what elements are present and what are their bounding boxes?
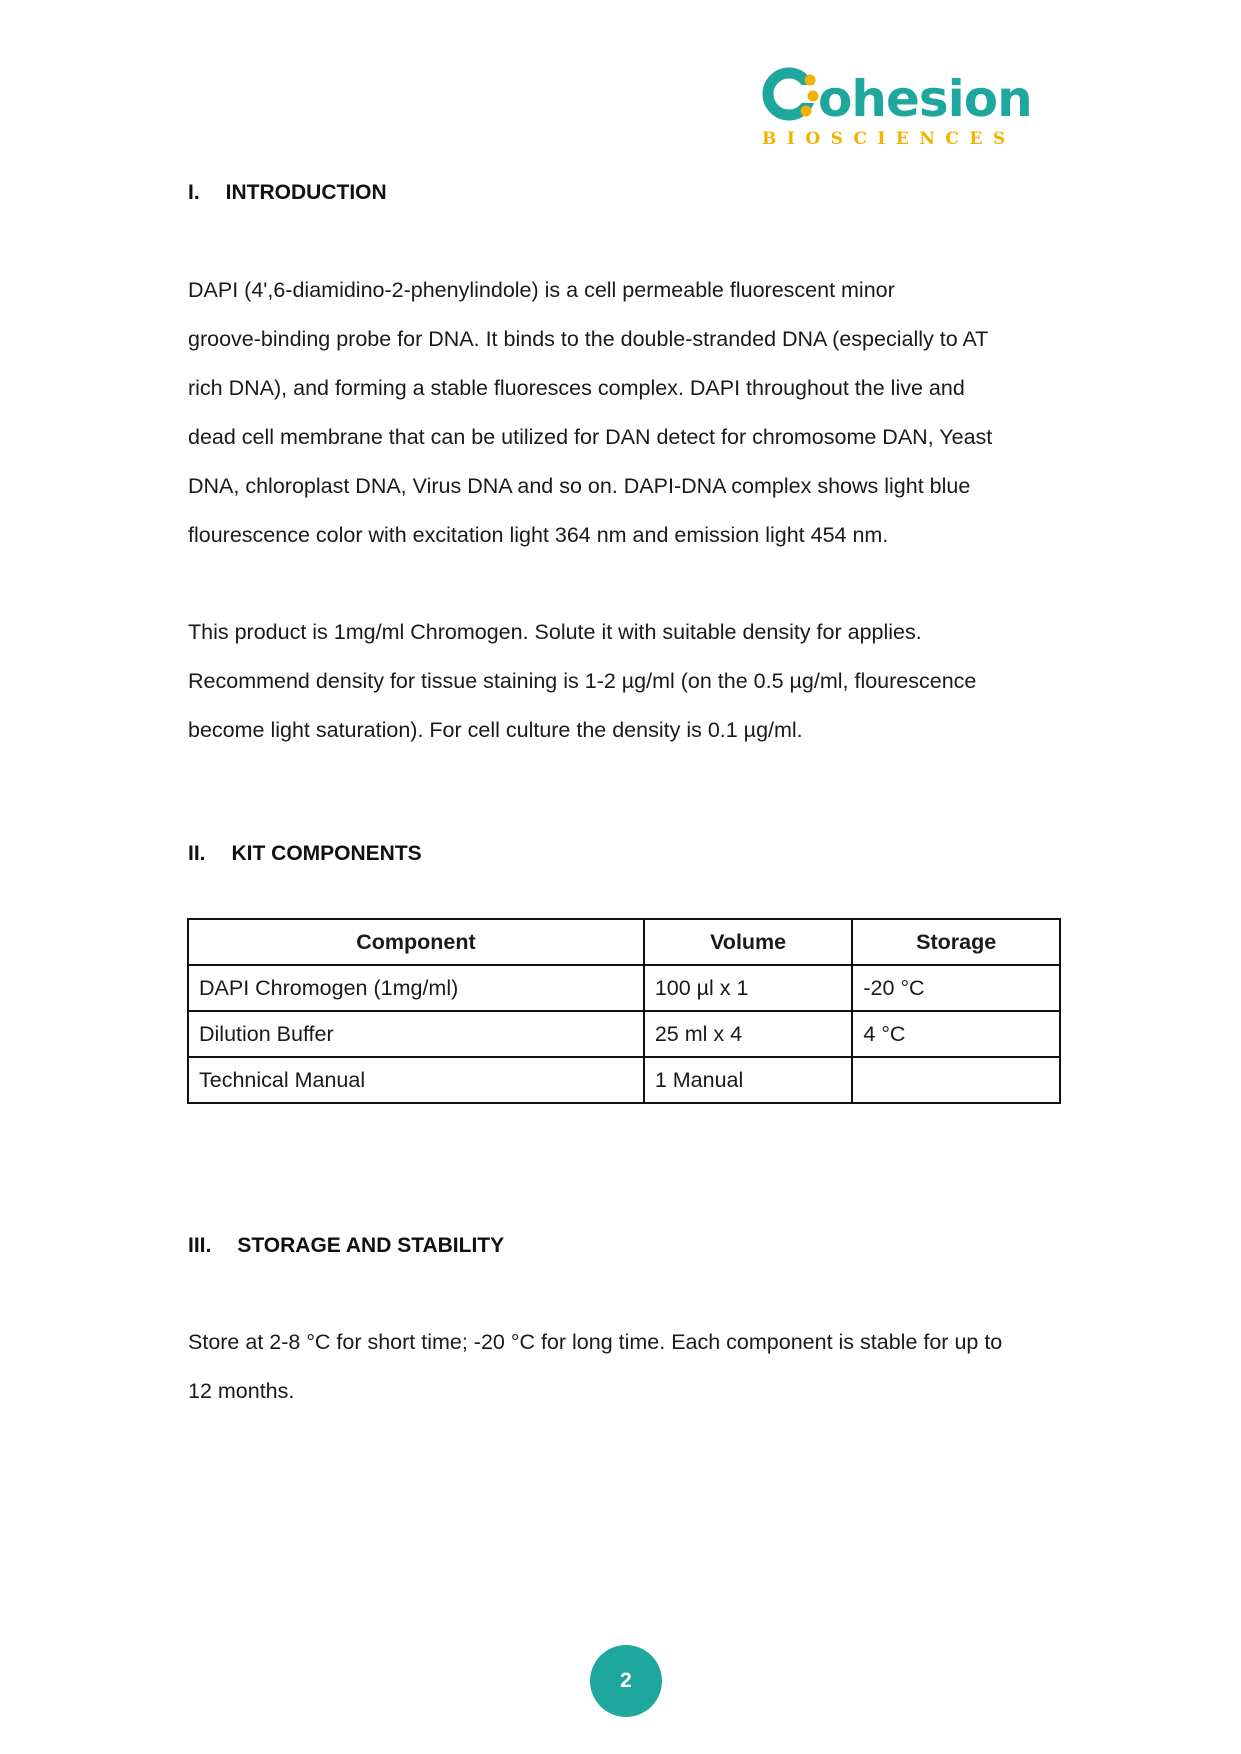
section-number: II. [188, 842, 206, 865]
text-line: Store at 2-8 °C for short time; -20 °C for long time. Each component is stable for up to [188, 1330, 1003, 1354]
page-number: 2 [620, 1669, 632, 1692]
svg-text:ohesion: ohesion [818, 70, 1032, 128]
table-row [188, 965, 1060, 1011]
text-line: rich DNA), and forming a stable fluoresces complex. DAPI throughout the live and [188, 376, 965, 400]
text-line: groove-binding probe for DNA. It binds to the double-stranded DNA (especially to AT [188, 327, 989, 351]
table-cell-component: DAPI Chromogen (1mg/ml) [188, 965, 644, 1011]
section-number: I. [188, 181, 200, 204]
table-cell-volume: 100 µl x 1 [644, 965, 853, 1011]
cohesion-logo-icon [758, 58, 1048, 148]
table-cell-component: Technical Manual [188, 1057, 644, 1103]
column-header-storage: Storage [852, 919, 1060, 965]
kit-components-table [187, 918, 1061, 1104]
table-cell-volume: 1 Manual [644, 1057, 853, 1103]
section-title: INTRODUCTION [225, 181, 387, 204]
table-header-row [188, 919, 1060, 965]
section-number: III. [188, 1234, 212, 1257]
company-logo [758, 58, 1048, 148]
section-heading-kit-components [188, 842, 422, 866]
text-line: become light saturation). For cell culture the density is 0.1 µg/ml. [188, 718, 803, 742]
column-header-volume: Volume [644, 919, 853, 965]
table-row [188, 1057, 1060, 1103]
text-line: DNA, chloroplast DNA, Virus DNA and so on. DAPI-DNA complex shows light blue [188, 474, 971, 498]
intro-paragraph-1 [188, 266, 1068, 560]
table-cell-storage: 4 °C [852, 1011, 1060, 1057]
text-line: This product is 1mg/ml Chromogen. Solute it with suitable density for applies. [188, 620, 922, 644]
text-line: Recommend density for tissue staining is 1-2 µg/ml (on the 0.5 µg/ml, flourescence [188, 669, 977, 693]
text-line: 12 months. [188, 1379, 295, 1403]
section-heading-storage [188, 1234, 504, 1258]
intro-paragraph-2 [188, 608, 1068, 755]
column-header-component: Component [188, 919, 644, 965]
section-title: STORAGE AND STABILITY [237, 1234, 505, 1257]
storage-paragraph [188, 1318, 1068, 1416]
text-line: dead cell membrane that can be utilized for DAN detect for chromosome DAN, Yeast [188, 425, 993, 449]
table-cell-storage [852, 1057, 1060, 1103]
text-line: DAPI (4',6-diamidino-2-phenylindole) is a cell permeable fluorescent minor [188, 278, 895, 302]
section-heading-introduction [188, 181, 387, 205]
table-cell-component: Dilution Buffer [188, 1011, 644, 1057]
page-number-badge [590, 1645, 662, 1717]
text-line: flourescence color with excitation light 364 nm and emission light 454 nm. [188, 523, 889, 547]
table-row [188, 1011, 1060, 1057]
table-cell-volume: 25 ml x 4 [644, 1011, 853, 1057]
table-cell-storage: -20 °C [852, 965, 1060, 1011]
svg-text:BIOSCIENCES: BIOSCIENCES [762, 129, 1016, 148]
section-title: KIT COMPONENTS [231, 842, 422, 865]
